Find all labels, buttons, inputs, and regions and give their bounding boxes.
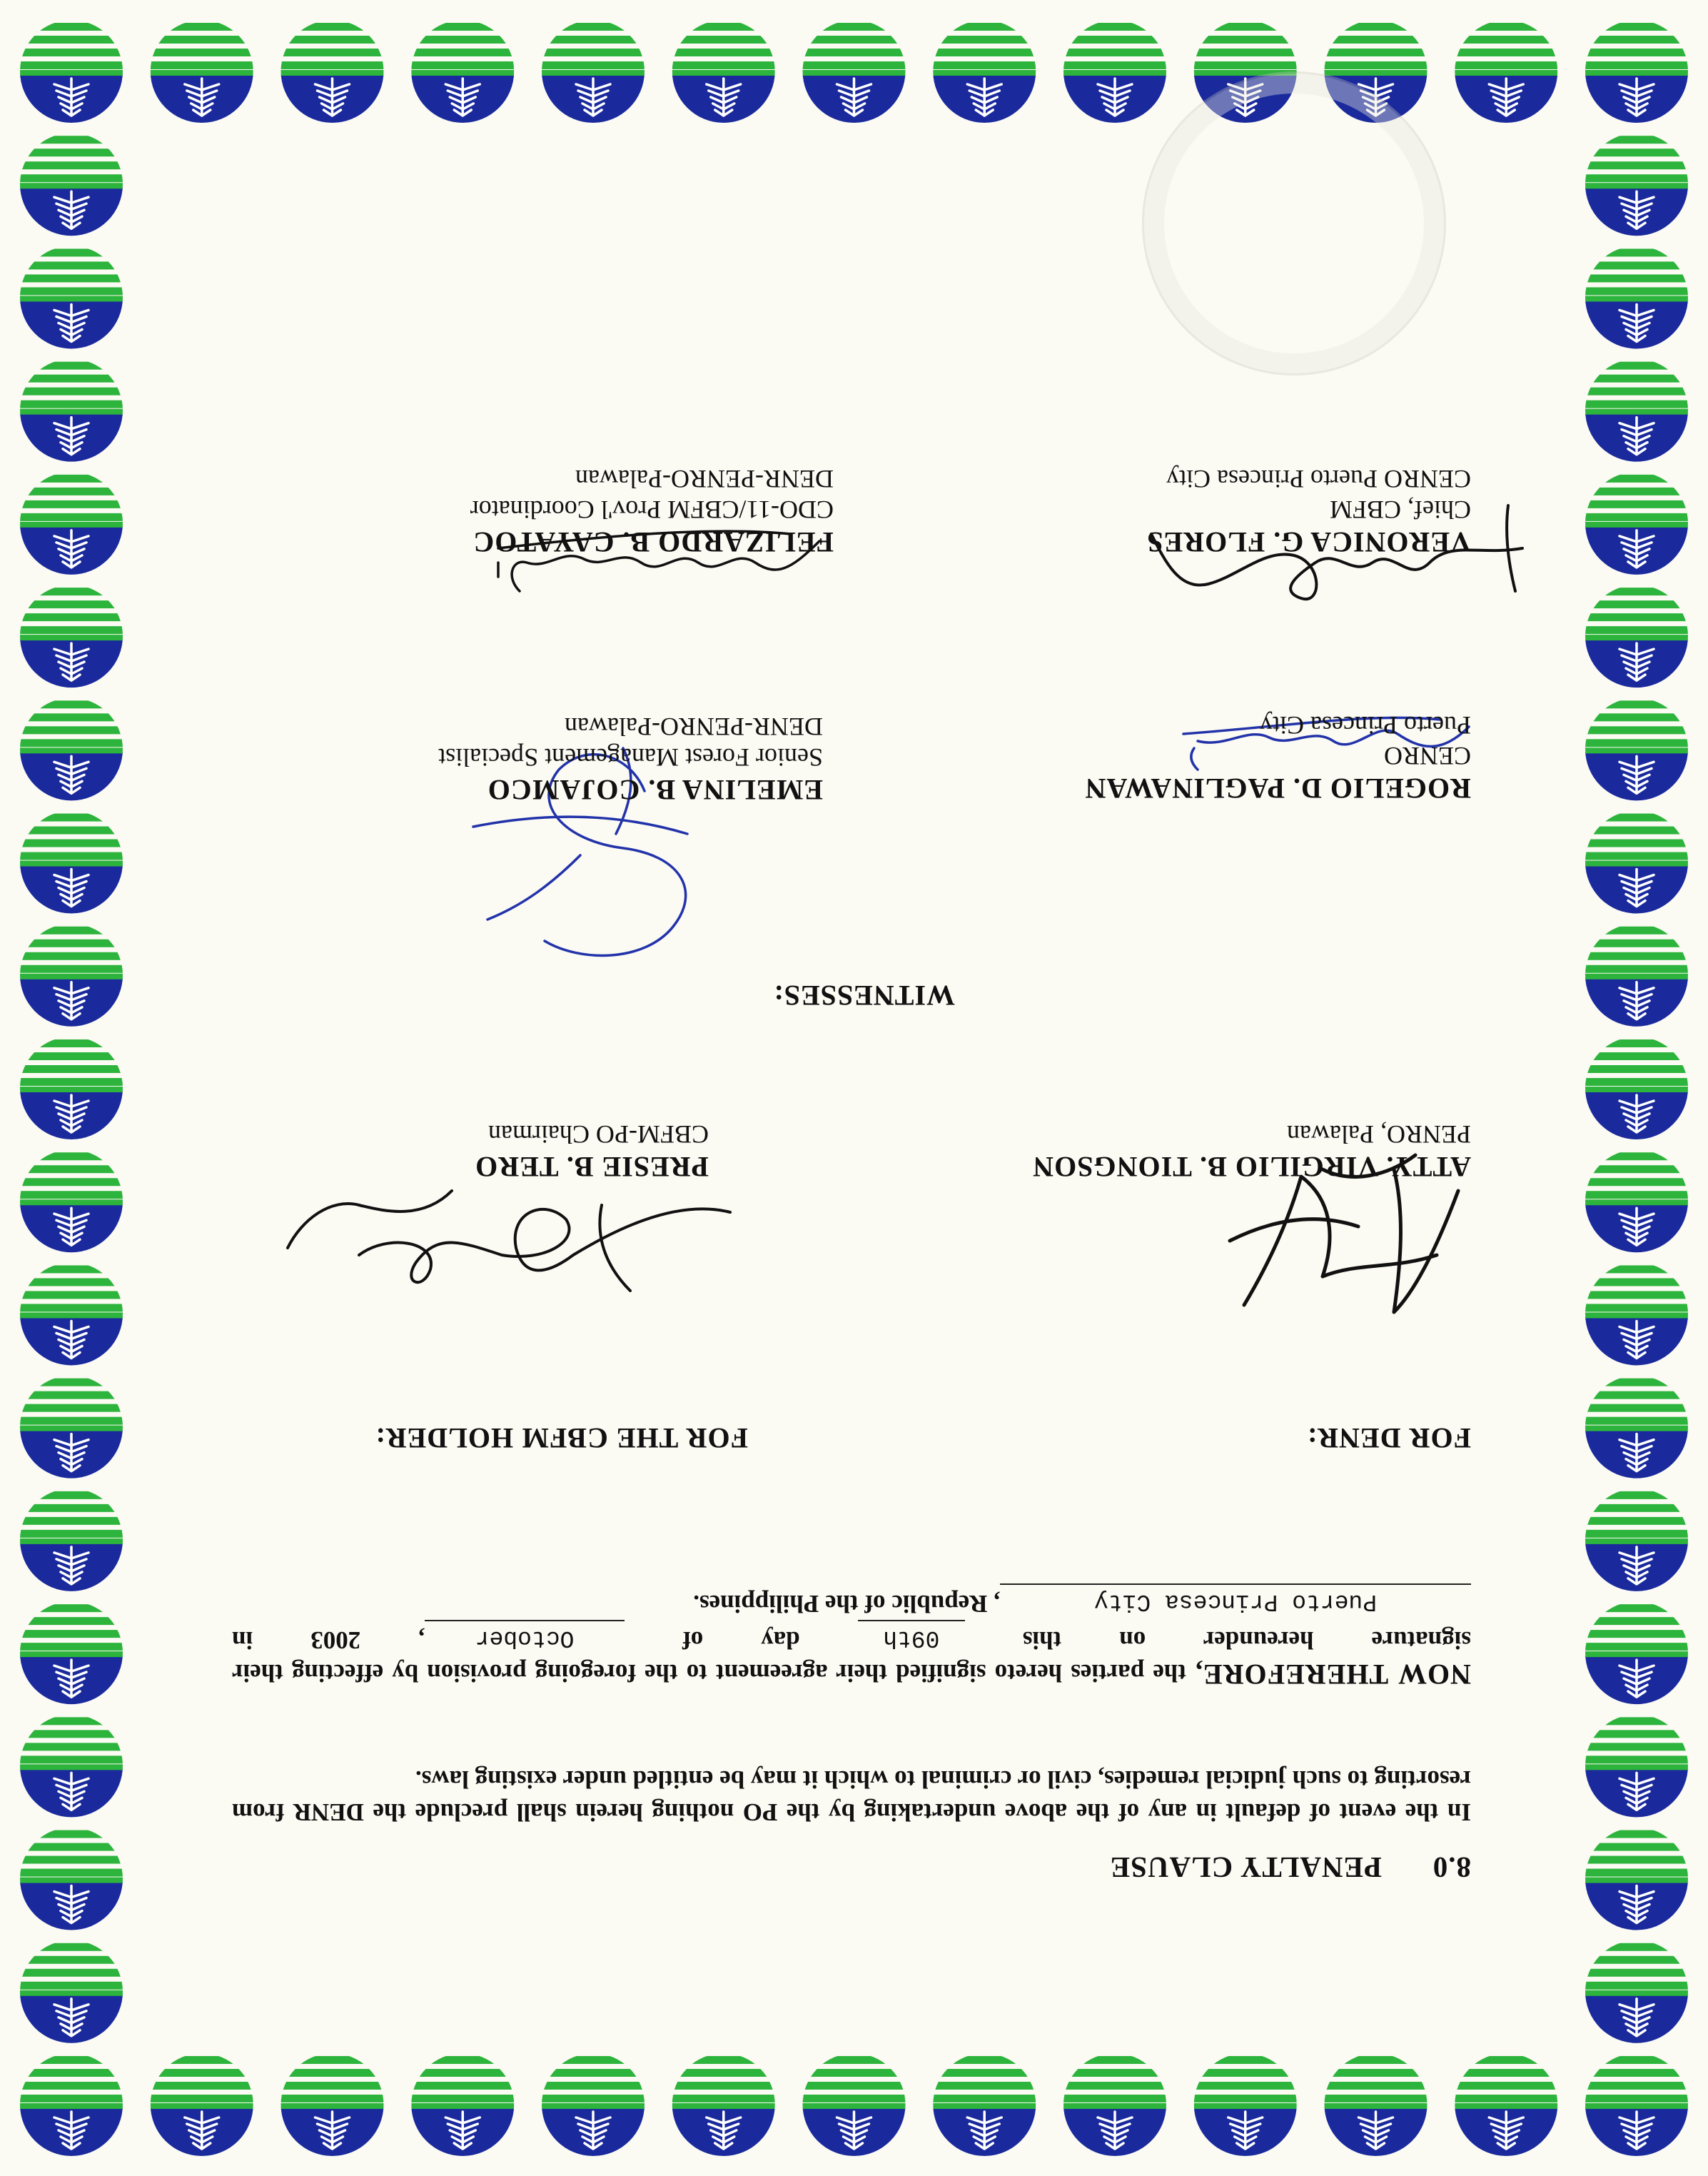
witness-4-office: DENR-PENRO-Palawan xyxy=(575,465,834,493)
for-denr-label: FOR DENR: xyxy=(1306,1422,1471,1454)
witness-4-name: FELIZARDO B. CAYATOC xyxy=(473,526,834,558)
place-field: Puerto Princesa City xyxy=(1000,1583,1471,1618)
for-holder-label: FOR THE CBFM HOLDER: xyxy=(375,1422,748,1454)
denr-signatory-name: ATTY. VIRGILIO B. TIONGSON xyxy=(1032,1151,1471,1183)
closing-lead: NOW THEREFORE, xyxy=(1194,1658,1471,1691)
witness-1-office: Puerto Princesa City xyxy=(1260,711,1471,740)
witness-2-title: Senior Forest Management Specialist xyxy=(438,743,823,772)
witness-2-office: DENR-PENRO-Palawan xyxy=(565,712,823,741)
denr-signatory-title: PENRO, Palawan xyxy=(1287,1120,1471,1149)
holder-signatory-title: CBFM-PO Chairman xyxy=(487,1120,709,1149)
witness-1-title: CENRO xyxy=(1383,742,1471,770)
section-title: PENALTY CLAUSE xyxy=(1109,1851,1382,1884)
penalty-paragraph: In the event of default in any of the above undertaking by the PO nothing herein shall preclude the DENR from resorting to such judicial remedies, civil or criminal to which it may be entitled under existing laws. xyxy=(232,1766,1471,1826)
day-field: 09th xyxy=(858,1620,965,1654)
witness-4-title: CDO-11/CBFM Prov'l Coordinator xyxy=(470,495,834,524)
witnesses-label: WITNESSES: xyxy=(773,979,955,1012)
witness-3-office: CENRO Puerto Princesa City xyxy=(1166,465,1471,493)
witness-1-name: ROGELIO D. PAGLINAWAN xyxy=(1084,772,1471,805)
section-heading xyxy=(1110,1850,1471,1885)
month-field: October xyxy=(425,1620,625,1654)
section-number: 8.0 xyxy=(1432,1851,1471,1884)
closing-paragraph: NOW THEREFORE, the parties hereto signified their agreement to the foregoing provision by effecting their signature hereunder on this 09th day of October, 2003 in Puerto Princesa City, Republic of the Philippines. xyxy=(232,1583,1471,1691)
signature-tero xyxy=(273,1177,759,1319)
witness-3-title: Chief, CBFM xyxy=(1329,495,1471,524)
witness-3-name: VERONICA G. FLORES xyxy=(1146,526,1471,558)
holder-signatory-name: PRESIE B. TERO xyxy=(475,1151,709,1183)
witness-2-name: EMELINA B. COJAMCO xyxy=(487,774,823,806)
